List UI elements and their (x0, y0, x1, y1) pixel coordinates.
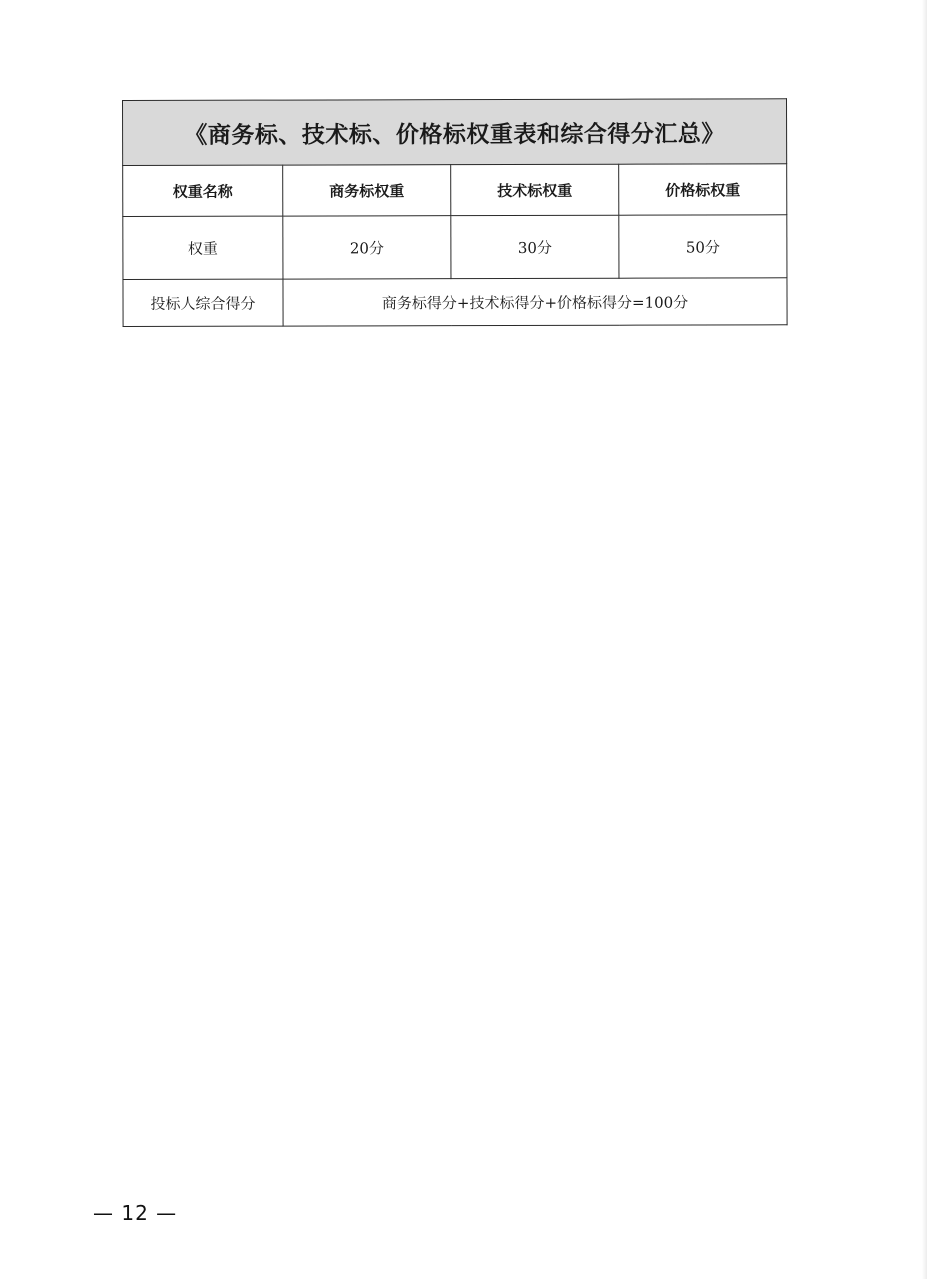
table-row-weight (123, 215, 787, 280)
technical-weight-value: 30分 (451, 215, 619, 278)
weight-summary-table (122, 98, 788, 327)
table-title-row (123, 99, 787, 166)
price-weight-value: 50分 (619, 215, 787, 278)
table-title: 《商务标、技术标、价格标权重表和综合得分汇总》 (123, 99, 787, 166)
total-score-formula: 商务标得分+技术标得分+价格标得分=100分 (283, 278, 787, 326)
header-price-weight: 价格标权重 (619, 164, 787, 215)
table-row-total (123, 278, 787, 327)
page-number: — 12 — (93, 1201, 178, 1225)
header-weight-name: 权重名称 (123, 165, 283, 216)
row-label-total: 投标人综合得分 (123, 279, 283, 326)
header-business-weight: 商务标权重 (283, 165, 451, 216)
page-edge (922, 0, 927, 1279)
header-technical-weight: 技术标权重 (451, 164, 619, 215)
row-label-weight: 权重 (123, 216, 283, 279)
table-header-row (123, 164, 787, 217)
business-weight-value: 20分 (283, 216, 451, 279)
